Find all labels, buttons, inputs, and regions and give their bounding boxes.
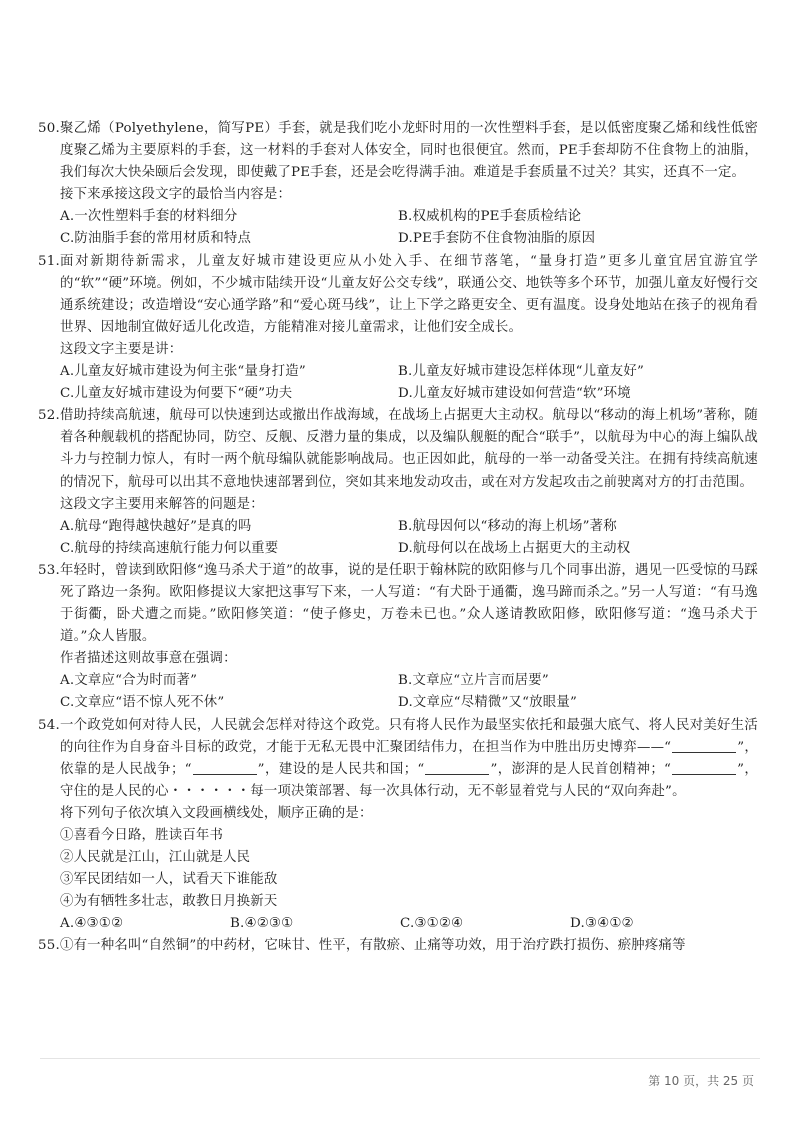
option-a[interactable]: A.④③①② bbox=[60, 916, 124, 932]
sentence-item: ②人民就是江山，江山就是人民 bbox=[60, 850, 251, 866]
option-d[interactable]: D.文章应“尽精微”又“放眼量” bbox=[398, 695, 578, 711]
question-54 bbox=[38, 715, 758, 936]
option-a[interactable]: A.文章应“合为时而著” bbox=[60, 673, 198, 689]
option-a[interactable]: A.航母“跑得越快越好”是真的吗 bbox=[60, 518, 252, 534]
stem-text: 一个政党如何对待人民，人民就会怎样对待这个政党。只有将人民作为最坚实依托和最强大底气、将人民对美好生活的向往作为自身奋斗目标的政党，才能于无私无畏中汇聚团结伟力，在担当作为中胜出历史博弈——“ bbox=[60, 717, 758, 755]
option-group bbox=[38, 361, 758, 405]
option-group bbox=[38, 516, 758, 560]
question-51 bbox=[38, 251, 758, 406]
option-d[interactable]: D.儿童友好城市建设如何营造“软”环境 bbox=[398, 386, 631, 402]
question-53 bbox=[38, 560, 758, 715]
question-number: 53. bbox=[38, 562, 60, 578]
question-50 bbox=[38, 118, 758, 251]
sentence-item: ①喜看今日路，胜读百年书 bbox=[60, 828, 224, 843]
question-prompt: 作者描述这则故事意在强调： bbox=[60, 651, 237, 667]
option-d[interactable]: D.航母何以在战场上占据更大的主动权 bbox=[398, 540, 631, 556]
question-prompt: 这段文字主要用来解答的问题是： bbox=[60, 496, 264, 512]
option-b[interactable]: B.④②③① bbox=[230, 916, 294, 932]
sentence-item: ④为有牺牲多壮志，敢教日月换新天 bbox=[60, 894, 278, 910]
question-stem: 年轻时，曾读到欧阳修“逸马杀犬于道”的故事，说的是任职于翰林院的欧阳修与几个同事出游，遇见一匹受惊的马踩死了路边一条狗。欧阳修提议大家把这事写下来，一人写道：“有犬卧于通衢，逸马蹄而杀之。”另一人写道：“有马逸于街衢，卧犬遭之而毙。”欧阳修笑道：“使子修史，万卷未已也。”众人遂请教欧阳修，欧阳修写道：“逸马杀犬于道。”众人皆服。 bbox=[60, 562, 758, 645]
option-d[interactable]: D.PE手套防不住食物油脂的原因 bbox=[398, 231, 596, 247]
option-a[interactable]: A.一次性塑料手套的材料细分 bbox=[60, 209, 238, 225]
question-52 bbox=[38, 405, 758, 560]
question-prompt: 将下列句子依次填入文段画横线处，顺序正确的是： bbox=[60, 805, 373, 821]
option-group bbox=[38, 206, 758, 250]
option-b[interactable]: B.航母因何以“移动的海上机场”著称 bbox=[398, 518, 617, 534]
option-b[interactable]: B.权威机构的PE手套质检结论 bbox=[398, 209, 582, 225]
question-list bbox=[38, 118, 758, 958]
question-stem: 面对新期待新需求，儿童友好城市建设更应从小处入手、在细节落笔，“量身打造”更多儿童宜居宜游宜学的“软”“硬”环境。例如，不少城市陆续开设“儿童友好公交专线”，联通公交、地铁等多个环节，加强儿童友好慢行交通系统建设；改造增设“安心通学路”和“爱心斑马线”，让上下学之路更安全、更有温度。设身处地站在孩子的视角看世界、因地制宜做好适儿化改造，方能精准对接儿童需求，让他们安全成长。 bbox=[60, 253, 758, 335]
sentence-item: ③军民团结如一人，试看天下谁能敌 bbox=[60, 872, 278, 888]
option-a[interactable]: A.儿童友好城市建设为何主张“量身打造” bbox=[60, 364, 306, 380]
fill-blank-4 bbox=[672, 760, 736, 775]
option-group bbox=[38, 913, 758, 935]
fill-blank-3 bbox=[425, 760, 489, 775]
question-prompt: 这段文字主要是讲： bbox=[60, 341, 183, 357]
question-stem: ①有一种名叫“自然铜”的中药材，它味甘、性平，有散瘀、止痛等功效，用于治疗跌打损伤、瘀肿疼痛等 bbox=[60, 938, 686, 954]
question-number: 50. bbox=[38, 121, 60, 136]
question-number: 54. bbox=[38, 717, 60, 733]
question-stem: 借助持续高航速，航母可以快速到达或撤出作战海域，在战场上占据更大主动权。航母以“移动的海上机场”著称，随着各种舰载机的搭配协同，防空、反舰、反潜力量的集成，以及编队舰艇的配合“联手”，以航母为中心的海上编队战斗力与控制力惊人，有时一两个航母编队就能影响战局。也正因如此，航母的一举一动备受关注。在拥有持续高航速的情况下，航母可以出其不意地快速部署到位，突如其来地发动攻击，或在对方发起攻击之前驶离对方的打击范围。 bbox=[60, 408, 758, 490]
option-c[interactable]: C.③①②④ bbox=[400, 916, 464, 932]
option-c[interactable]: C.儿童友好城市建设为何要下“硬”功夫 bbox=[60, 386, 293, 402]
question-number: 51. bbox=[38, 253, 60, 269]
question-stem: 聚乙烯（Polyethylene，简写PE）手套，就是我们吃小龙虾时用的一次性塑料手套，是以低密度聚乙烯和线性低密度聚乙烯为主要原料的手套，这一材料的手套对人体安全，同时也很便宜。然而，PE手套却防不住食物上的油脂，我们每次大快朵颐后会发现，即使戴了PE手套，还是会吃得满手油。难道是手套质量不过关？其实，还真不一定。 bbox=[60, 121, 758, 181]
page-number: 第 10 页，共 25 页 bbox=[648, 1074, 754, 1088]
stem-text: ”，依靠的是人民战争；“ bbox=[60, 739, 759, 777]
stem-text: ”，澎湃的是人民首创精神；“ bbox=[490, 761, 672, 777]
option-b[interactable]: B.文章应“立片言而居要” bbox=[398, 673, 549, 689]
option-c[interactable]: C.航母的持续高速航行能力何以重要 bbox=[60, 540, 279, 556]
sentence-list bbox=[38, 825, 758, 913]
question-stem bbox=[38, 715, 758, 803]
stem-text: ”，建设的是人民共和国；“ bbox=[257, 761, 425, 777]
question-number: 55. bbox=[38, 938, 60, 954]
stem-text: ”，守住的是人民的心・・・・・・每一项决策部署、每一次具体行动，无不彰显着党与人民的“双向奔赴”。 bbox=[60, 761, 759, 799]
footer-divider bbox=[40, 1058, 760, 1059]
fill-blank-2 bbox=[193, 760, 257, 775]
question-prompt: 接下来承接这段文字的最恰当内容是： bbox=[60, 187, 292, 203]
option-c[interactable]: C.文章应“语不惊人死不休” bbox=[60, 695, 225, 711]
question-55 bbox=[38, 935, 758, 957]
question-number: 52. bbox=[38, 408, 60, 424]
option-d[interactable]: D.③④①② bbox=[570, 916, 634, 932]
option-group bbox=[38, 670, 758, 714]
option-c[interactable]: C.防油脂手套的常用材质和特点 bbox=[60, 231, 252, 247]
fill-blank-1 bbox=[672, 738, 736, 753]
option-b[interactable]: B.儿童友好城市建设怎样体现“儿童友好” bbox=[398, 364, 645, 380]
